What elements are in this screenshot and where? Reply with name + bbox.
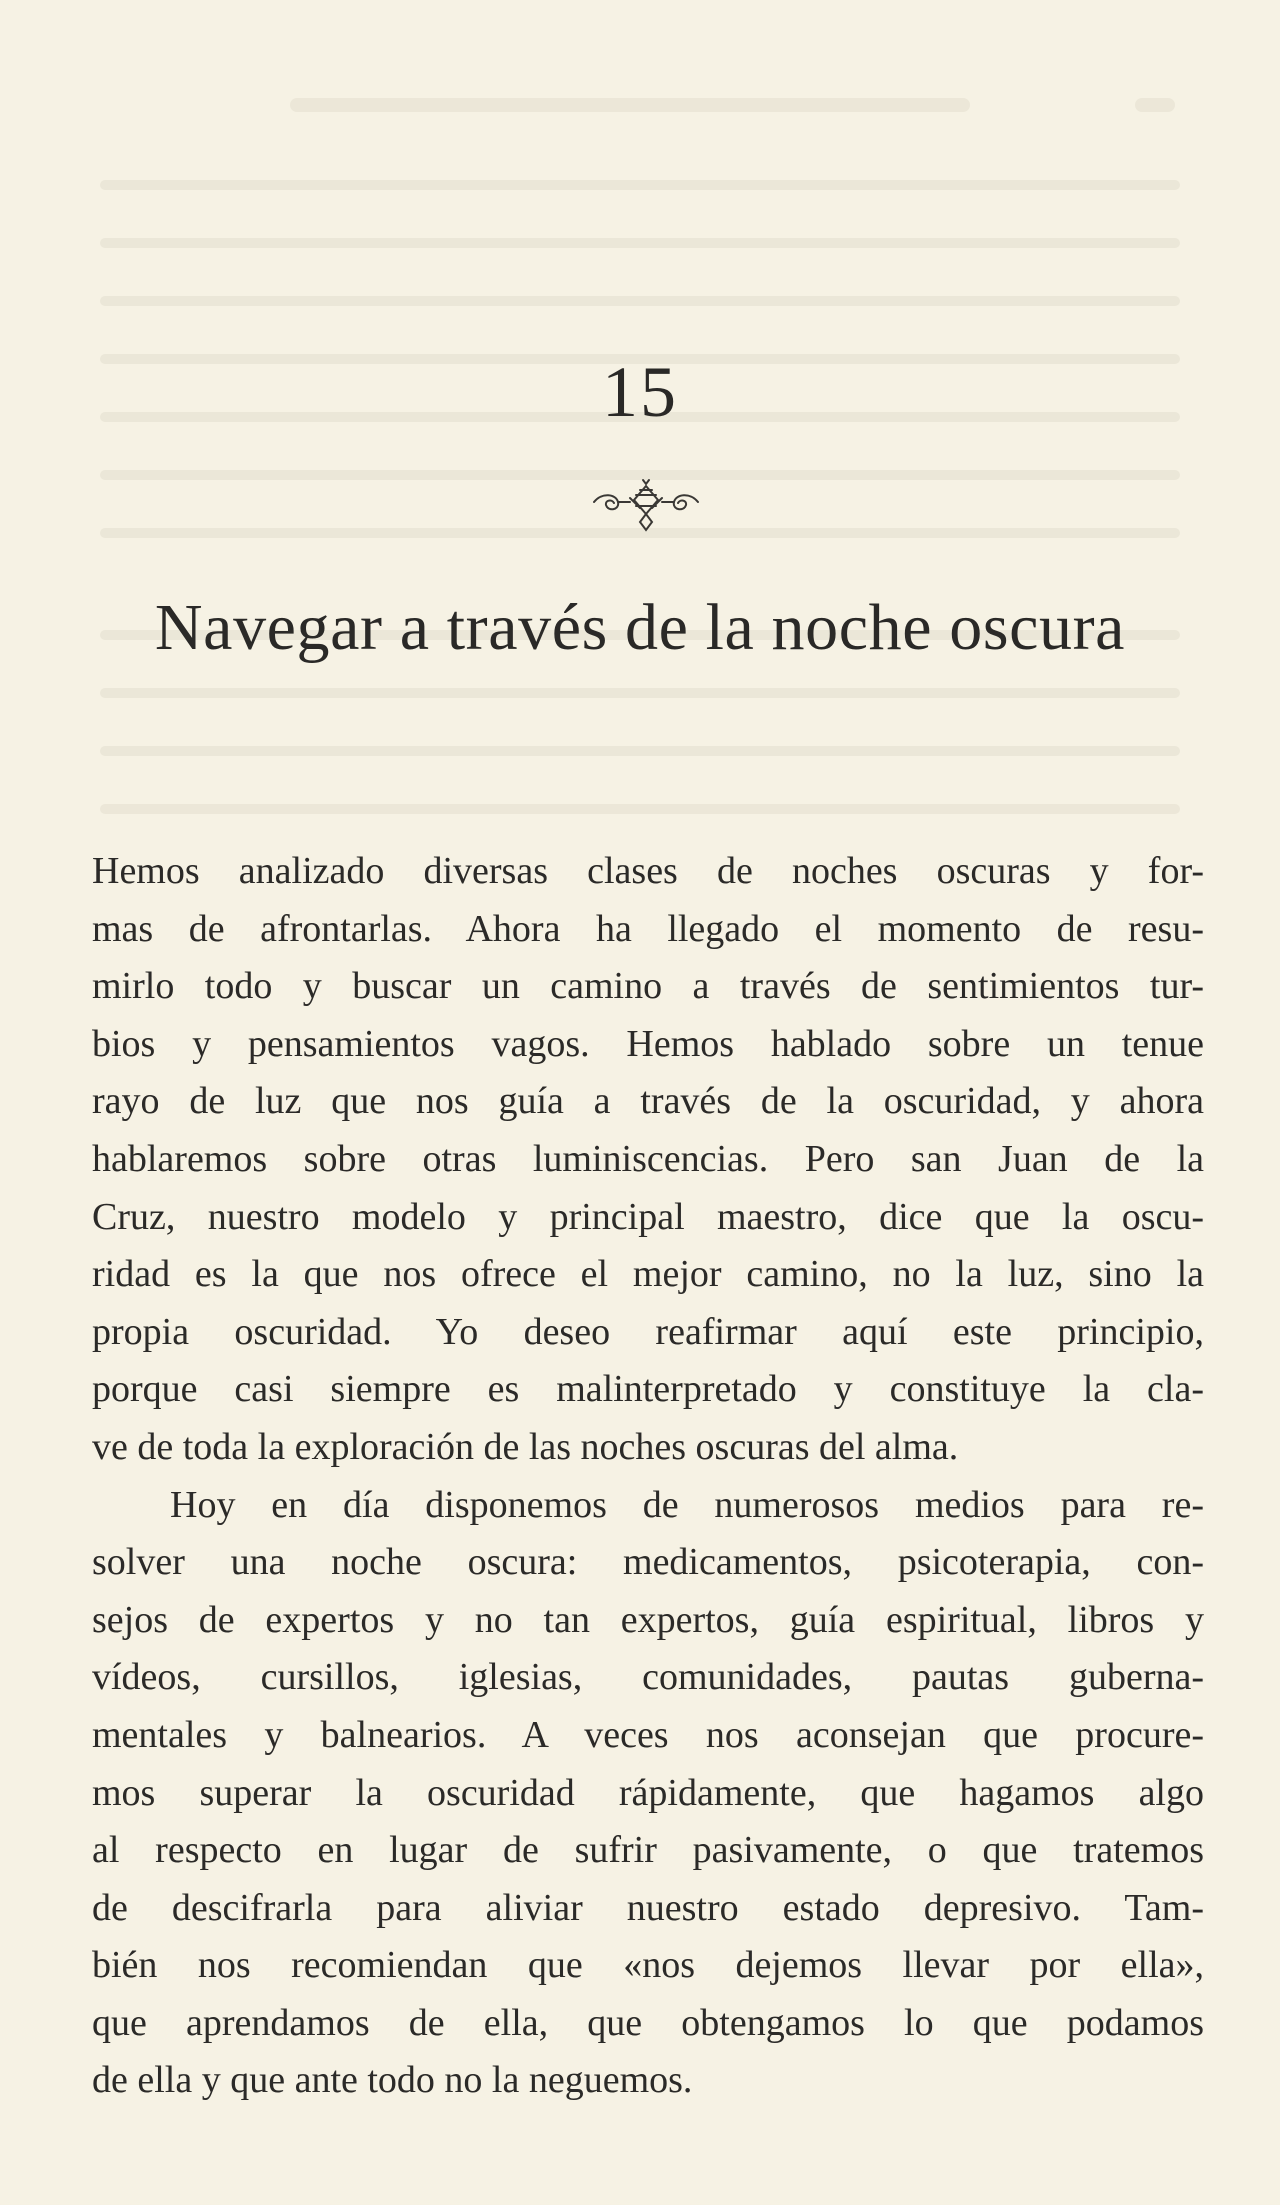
text-line: ve de toda la exploración de las noches oscuras del alma. — [92, 1425, 959, 1468]
text-line: de ella y que ante todo no la neguemos. — [92, 2059, 693, 2102]
text-line: propia oscuridad. Yo deseo reafirmar aquí este principio, — [92, 1310, 1204, 1353]
text-line: mirlo todo y buscar un camino a través de sentimientos tur- — [92, 965, 1204, 1008]
text-line: ridad es la que nos ofrece el mejor camino, no la luz, sino la — [92, 1253, 1204, 1296]
text-line: solver una noche oscura: medicamentos, psicoterapia, con- — [92, 1541, 1204, 1584]
chapter-number: 15 — [602, 352, 678, 432]
text-line: al respecto en lugar de sufrir pasivamente, o que tratemos — [92, 1829, 1204, 1872]
text-line: Cruz, nuestro modelo y principal maestro, dice que la oscu- — [92, 1195, 1204, 1238]
text-line: mentales y balnearios. A veces nos aconsejan que procure- — [92, 1713, 1204, 1756]
text-line: bién nos recomiendan que «nos dejemos llevar por ella», — [92, 1944, 1204, 1987]
chapter-title: Navegar a través de la noche oscura — [154, 591, 1126, 664]
text-line: sejos de expertos y no tan expertos, guía espiritual, libros y — [92, 1598, 1204, 1641]
text-line: hablaremos sobre otras luminiscencias. Pero san Juan de la — [92, 1137, 1204, 1180]
text-line: Hoy en día disponemos de numerosos medios para re- — [170, 1483, 1204, 1526]
text-line: que aprendamos de ella, que obtengamos lo que podamos — [92, 2001, 1204, 2044]
text-line: porque casi siempre es malinterpretado y constituye la cla- — [92, 1368, 1204, 1411]
fleuron-ornament-icon — [590, 478, 702, 538]
text-line: Hemos analizado diversas clases de noches oscuras y for- — [92, 850, 1204, 892]
text-line: mos superar la oscuridad rápidamente, que hagamos algo — [92, 1771, 1204, 1814]
text-line: mas de afrontarlas. Ahora ha llegado el momento de resu- — [92, 907, 1204, 950]
text-line: de descifrarla para aliviar nuestro estado depresivo. Tam- — [92, 1886, 1204, 1929]
text-line: vídeos, cursillos, iglesias, comunidades, pautas guberna- — [92, 1656, 1204, 1699]
text-line: bios y pensamientos vagos. Hemos hablado sobre un tenue — [92, 1022, 1204, 1065]
body-text — [92, 843, 1204, 2110]
text-line: rayo de luz que nos guía a través de la oscuridad, y ahora — [92, 1080, 1204, 1123]
